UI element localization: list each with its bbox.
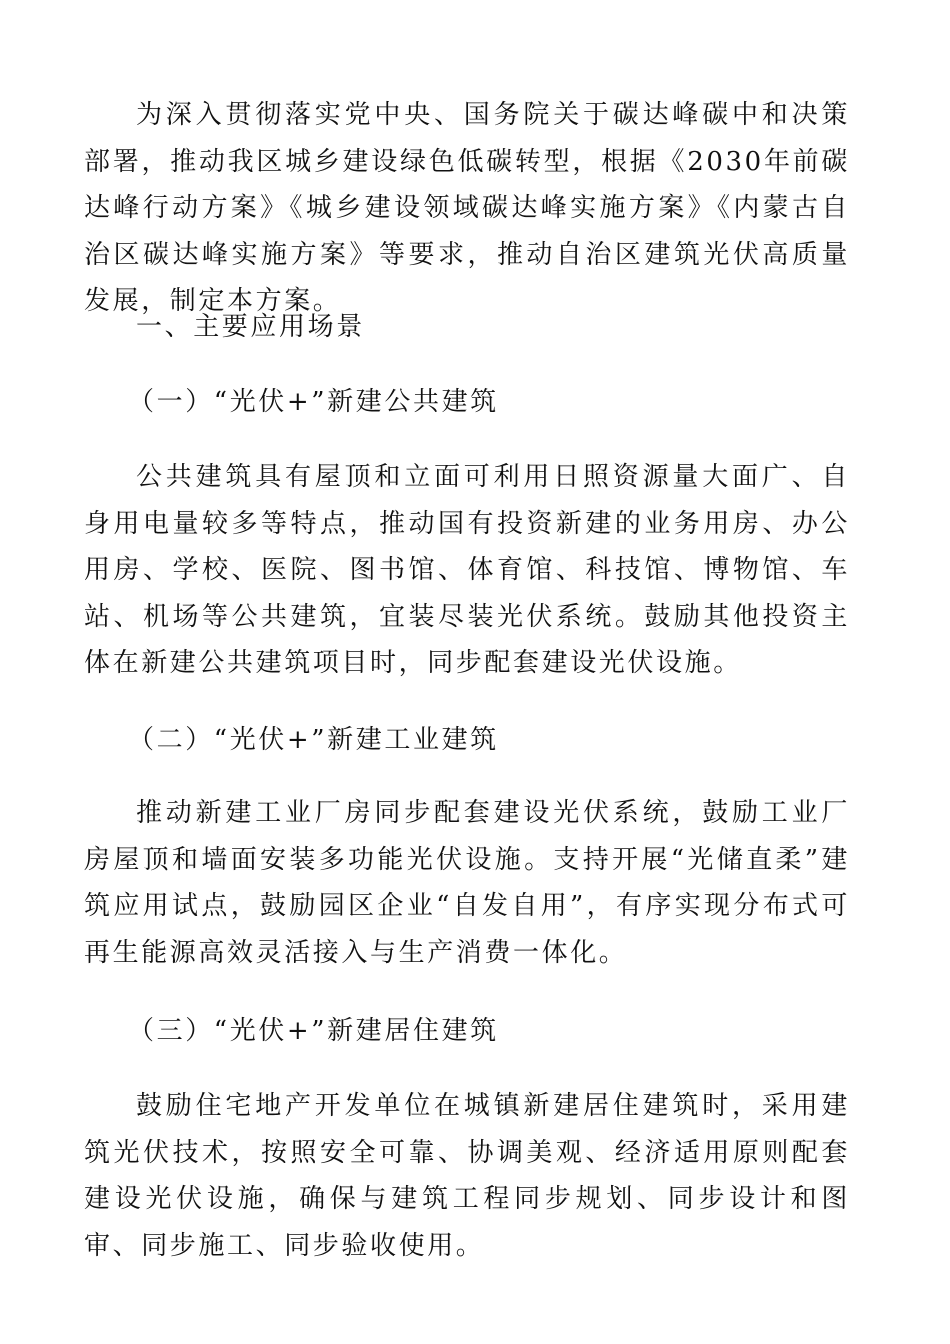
intro-paragraph: 为深入贯彻落实党中央、国务院关于碳达峰碳中和决策部署，推动我区城乡建设绿色低碳转型，根据《2030年前碳达峰行动方案》《城乡建设领域碳达峰实施方案》《内蒙古自治区碳达峰实施方案》等要求，推动自治区建筑光伏高质量发展，制定本方案。	[84, 100, 850, 316]
subsection-1-heading: （一）“光伏+”新建公共建筑	[128, 387, 499, 417]
subsection-1-body: 公共建筑具有屋顶和立面可利用日照资源量大面广、自身用电量较多等特点，推动国有投资新建的业务用房、办公用房、学校、医院、图书馆、体育馆、科技馆、博物馆、车站、机场等公共建筑，宜装尽装光伏系统。鼓励其他投资主体在新建公共建筑项目时，同步配套建设光伏设施。	[84, 462, 850, 678]
subsection-2-body: 推动新建工业厂房同步配套建设光伏系统，鼓励工业厂房屋顶和墙面安装多功能光伏设施。支持开展“光储直柔”建筑应用试点，鼓励园区企业“自发自用”，有序实现分布式可再生能源高效灵活接入与生产消费一体化。	[84, 798, 850, 968]
subsection-3-heading: （三）“光伏+”新建居住建筑	[128, 1016, 499, 1046]
subsection-2-heading: （二）“光伏+”新建工业建筑	[128, 725, 499, 755]
subsection-3-body: 鼓励住宅地产开发单位在城镇新建居住建筑时，采用建筑光伏技术，按照安全可靠、协调美观、经济适用原则配套建设光伏设施，确保与建筑工程同步规划、同步设计和图审、同步施工、同步验收使用。	[84, 1091, 850, 1261]
section-1-title: 一、主要应用场景	[136, 312, 365, 342]
